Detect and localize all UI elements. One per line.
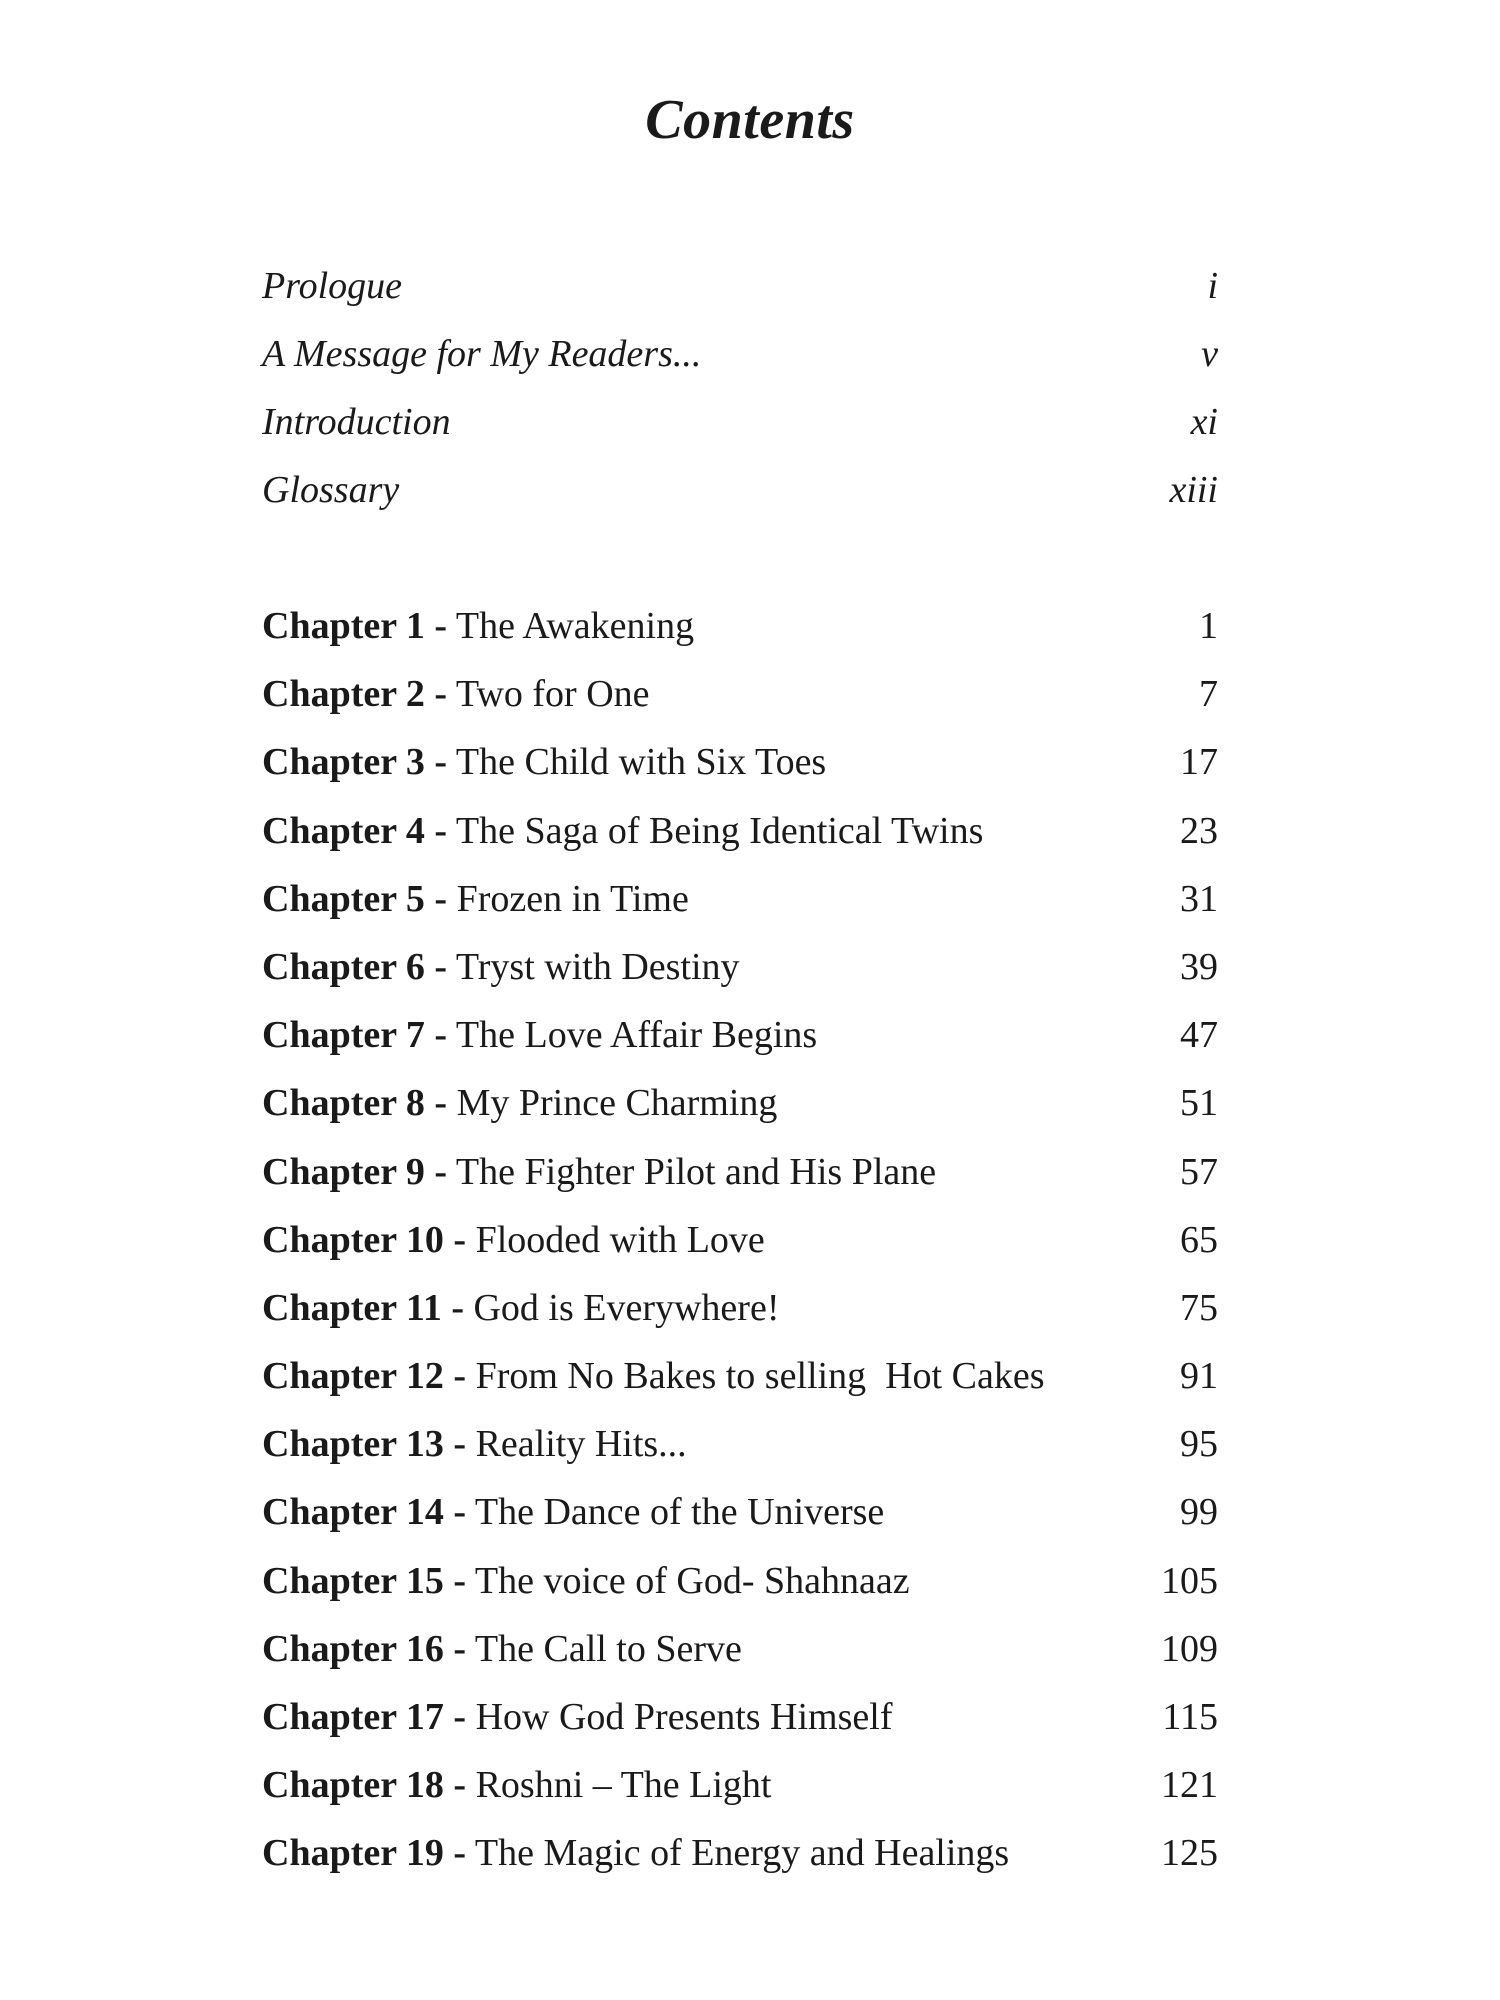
toc-entry-chapter [262, 933, 1218, 1001]
chapter-label: Chapter 16 - [262, 1627, 467, 1670]
entry-title [262, 1069, 777, 1137]
chapter-label: Chapter 12 - [262, 1355, 467, 1398]
entry-page-number: v [1201, 333, 1218, 375]
toc-entry-chapter [262, 797, 1218, 865]
entry-title [262, 1751, 772, 1819]
entry-title: Glossary [262, 469, 400, 511]
toc-entry-chapter [262, 1206, 1218, 1274]
chapter-label: Chapter 18 - [262, 1764, 467, 1807]
entry-page-number: 51 [1180, 1082, 1218, 1125]
chapter-label: Chapter 9 - [262, 1150, 448, 1193]
entry-title [262, 1683, 892, 1751]
chapter-title: The Awakening [455, 605, 695, 647]
entry-title [262, 865, 689, 933]
chapter-label: Chapter 13 - [262, 1423, 467, 1466]
toc-entry-chapter [262, 1342, 1218, 1410]
entry-page-number: xi [1190, 401, 1218, 443]
chapter-title: Tryst with Destiny [455, 945, 740, 988]
chapter-label: Chapter 15 - [262, 1559, 467, 1602]
chapter-label: Chapter 10 - [262, 1218, 467, 1261]
chapter-title: The Saga of Being Identical Twins [455, 809, 984, 852]
toc-entry-chapter [262, 1683, 1218, 1751]
entry-page-number: 109 [1161, 1627, 1218, 1670]
chapter-title: How God Presents Himself [475, 1696, 893, 1738]
toc-entry-glossary [262, 456, 1218, 524]
toc-entry-chapter [262, 1274, 1218, 1342]
entry-page-number: 23 [1180, 809, 1218, 852]
chapter-title: From No Bakes to selling Hot Cakes [475, 1355, 1045, 1398]
chapter-title: God is Everywhere! [473, 1286, 780, 1329]
entry-page-number: 39 [1180, 945, 1218, 988]
entry-title [262, 1478, 884, 1546]
chapter-title: Flooded with Love [475, 1218, 765, 1261]
entry-page-number: 95 [1180, 1423, 1218, 1466]
chapter-label: Chapter 17 - [262, 1696, 467, 1738]
entry-page-number: 17 [1180, 741, 1218, 784]
entry-page-number: 1 [1199, 605, 1218, 647]
chapter-title: The Call to Serve [474, 1627, 742, 1670]
chapter-title: Reality Hits... [475, 1423, 687, 1466]
chapter-title: The Magic of Energy and Healings [474, 1832, 1010, 1875]
toc-entry-chapter [262, 1001, 1218, 1069]
toc-entry-chapter [262, 1410, 1218, 1478]
chapter-label: Chapter 11 - [262, 1286, 464, 1329]
entry-page-number: 65 [1180, 1218, 1218, 1261]
entry-title [262, 592, 694, 660]
chapter-label: Chapter 5 - [262, 877, 448, 920]
entry-title [262, 1615, 742, 1683]
toc-entry-chapter [262, 1478, 1218, 1546]
entry-page-number: 31 [1180, 877, 1218, 920]
toc-entry-chapter [262, 660, 1218, 728]
entry-page-number: 75 [1180, 1286, 1218, 1329]
chapter-label: Chapter 4 - [262, 809, 448, 852]
chapter-title: Two for One [455, 673, 650, 716]
entry-page-number: 115 [1162, 1696, 1218, 1738]
entry-title [262, 1206, 765, 1274]
chapter-label: Chapter 1 - [262, 605, 448, 647]
chapter-title: The Child with Six Toes [455, 741, 827, 784]
toc-entry-chapter [262, 1615, 1218, 1683]
chapter-label: Chapter 2 - [262, 673, 448, 716]
toc-entry-chapter [262, 728, 1218, 796]
entry-page-number: 121 [1161, 1764, 1218, 1807]
toc-entry-prologue [262, 252, 1218, 320]
chapter-title: The voice of God- Shahnaaz [474, 1559, 910, 1602]
entry-title [262, 1138, 936, 1206]
chapter-title: The Love Affair Begins [455, 1014, 818, 1057]
toc-entry-chapter [262, 1751, 1218, 1819]
entry-title [262, 1001, 817, 1069]
toc-entry-chapter [262, 1819, 1218, 1887]
entry-page-number: 47 [1180, 1014, 1218, 1057]
toc-entry-chapter [262, 1547, 1218, 1615]
chapter-label: Chapter 14 - [262, 1491, 467, 1534]
entry-title: A Message for My Readers... [262, 333, 702, 375]
entry-title: Prologue [262, 265, 403, 307]
chapter-title: The Fighter Pilot and His Plane [455, 1150, 937, 1193]
chapter-label: Chapter 6 - [262, 945, 448, 988]
entry-page-number: 91 [1180, 1355, 1218, 1398]
chapter-label: Chapter 3 - [262, 741, 448, 784]
entry-page-number: xiii [1169, 469, 1218, 511]
toc-entry-chapter [262, 592, 1218, 660]
chapter-label: Chapter 7 - [262, 1014, 448, 1057]
chapter-title: My Prince Charming [456, 1082, 778, 1125]
entry-page-number: i [1207, 265, 1218, 307]
toc-entry-message [262, 320, 1218, 388]
entry-title [262, 797, 983, 865]
entry-title [262, 933, 740, 1001]
entry-title [262, 1819, 1009, 1887]
chapter-title: Frozen in Time [456, 877, 689, 920]
toc-entry-introduction [262, 388, 1218, 456]
chapter-title: Roshni – The Light [475, 1764, 772, 1807]
entry-title [262, 660, 650, 728]
front-matter-list [262, 252, 1218, 524]
toc-entry-chapter [262, 1138, 1218, 1206]
entry-title [262, 1410, 687, 1478]
chapter-label: Chapter 19 - [262, 1832, 467, 1875]
entry-page-number: 7 [1199, 673, 1218, 716]
chapter-label: Chapter 8 - [262, 1082, 448, 1125]
entry-title [262, 1274, 779, 1342]
toc-entry-chapter [262, 1069, 1218, 1137]
entry-title [262, 1547, 910, 1615]
entry-page-number: 125 [1161, 1832, 1218, 1875]
toc-entry-chapter [262, 865, 1218, 933]
chapter-list [262, 592, 1218, 1888]
entry-title [262, 1342, 1044, 1410]
entry-page-number: 57 [1180, 1150, 1218, 1193]
entry-title: Introduction [262, 401, 451, 443]
chapter-title: The Dance of the Universe [474, 1491, 885, 1534]
entry-title [262, 728, 826, 796]
entry-page-number: 105 [1161, 1559, 1218, 1602]
page-title: Contents [645, 89, 855, 151]
entry-page-number: 99 [1180, 1491, 1218, 1534]
